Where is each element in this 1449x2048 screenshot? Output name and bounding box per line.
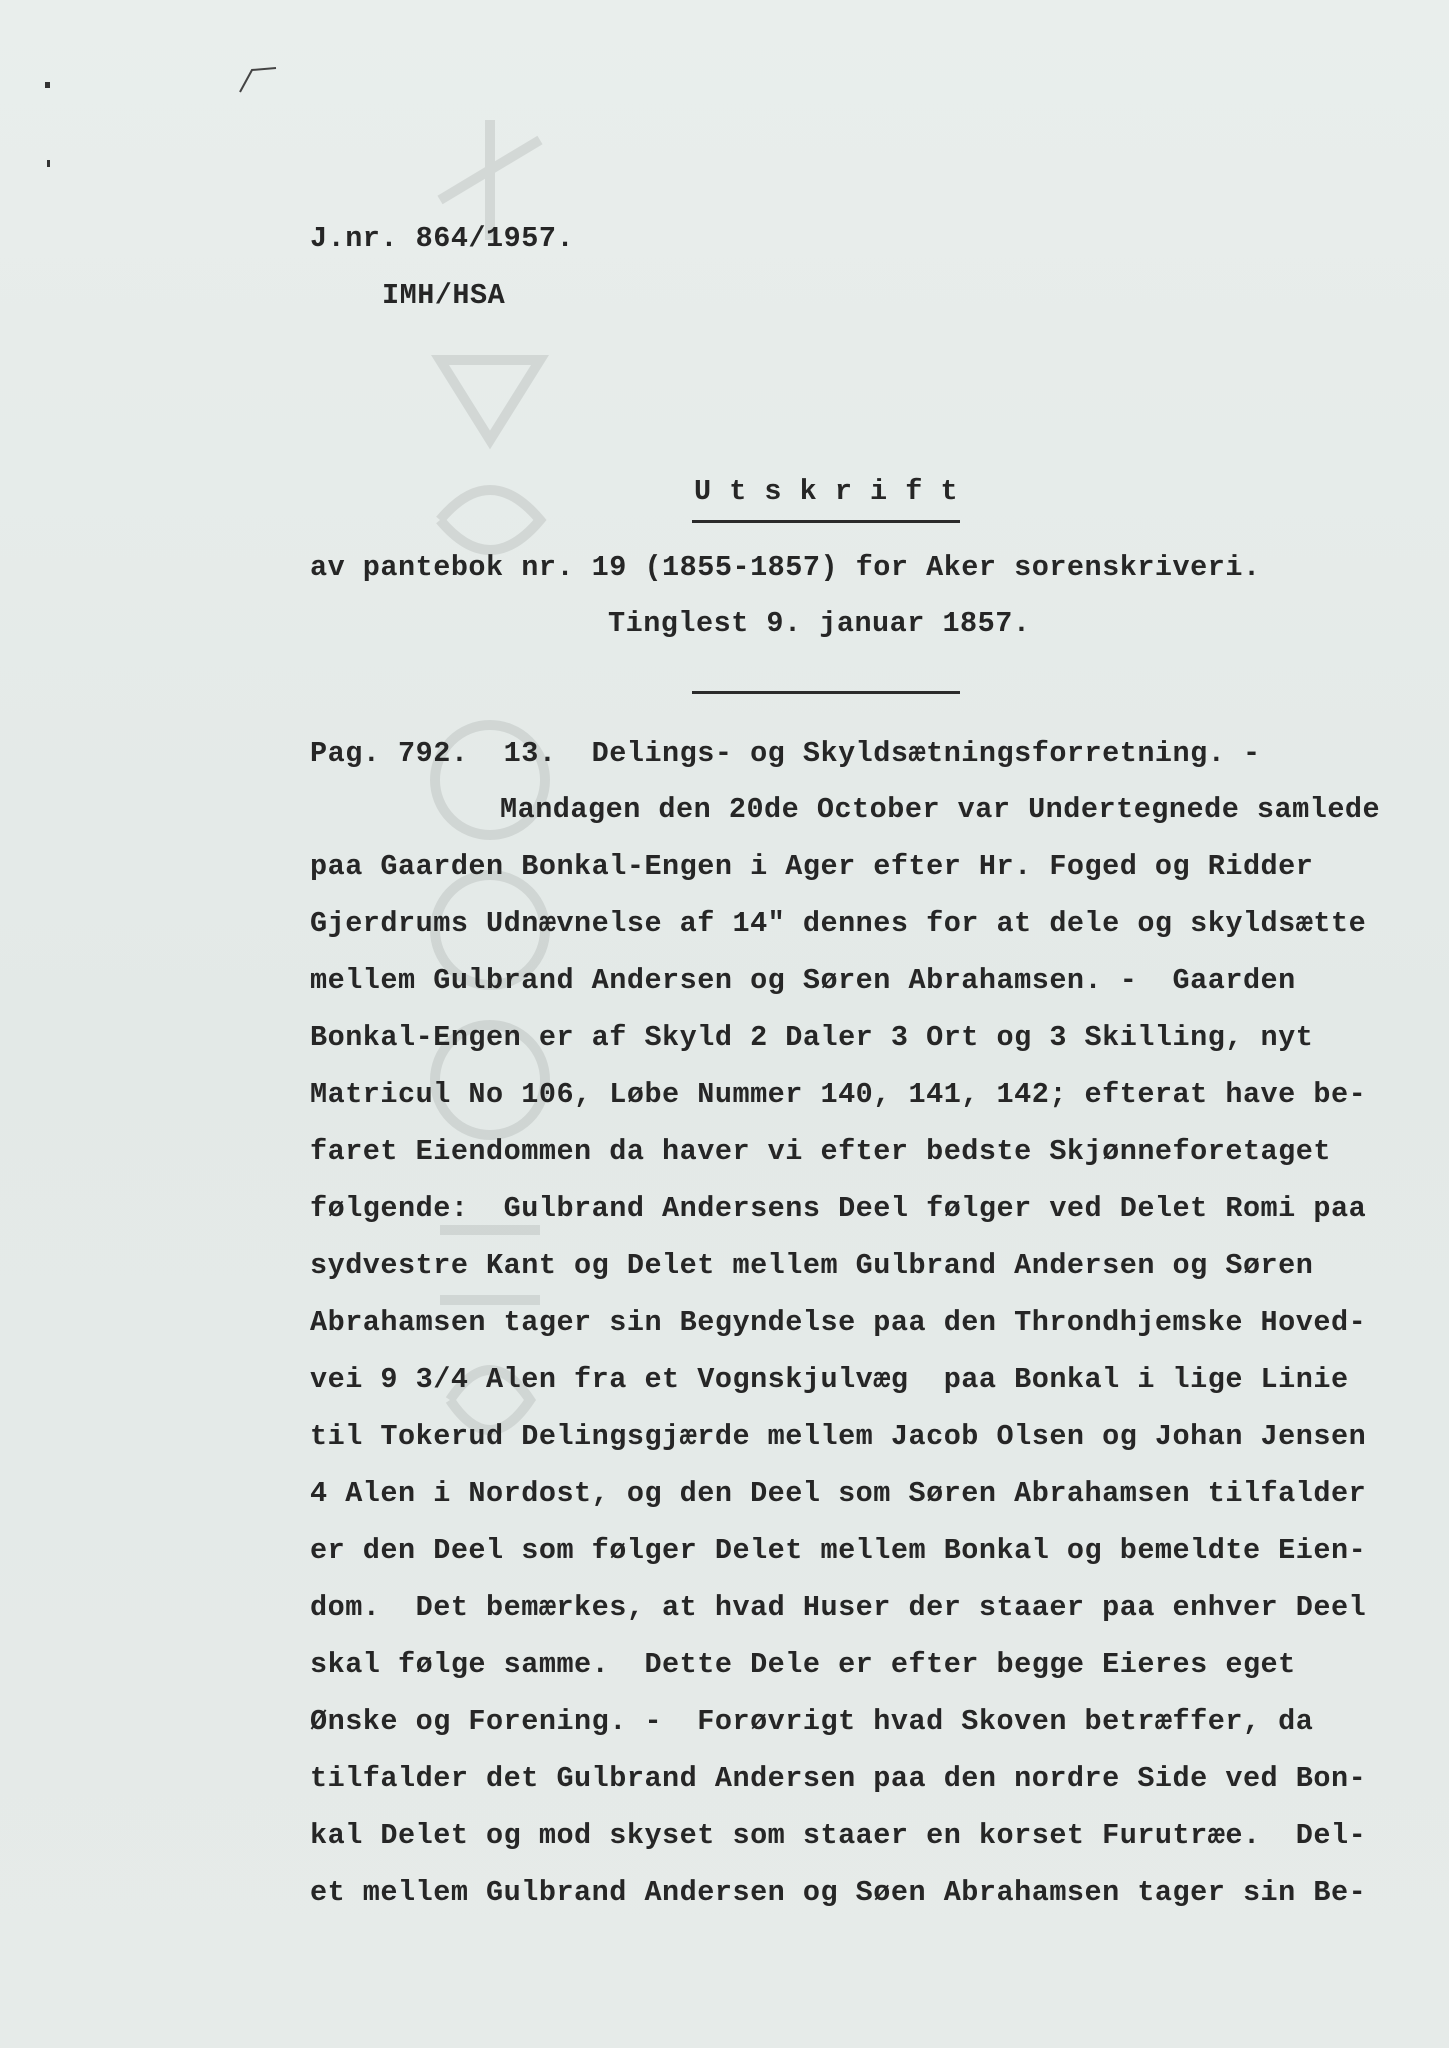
- pencil-mark-icon: [238, 66, 278, 94]
- body-line: dom. Det bemærkes, at hvad Huser der staaer paa enhver Deel: [310, 1591, 1367, 1624]
- body-line: vei 9 3/4 Alen fra et Vognskjulvæg paa Bonkal i lige Linie: [310, 1363, 1349, 1396]
- edge-mark: [47, 160, 50, 167]
- body-line: sydvestre Kant og Delet mellem Gulbrand Andersen og Søren: [310, 1249, 1314, 1282]
- body-line: Ønske og Forening. - Forøvrigt hvad Skoven betræffer, da: [310, 1705, 1314, 1738]
- body-line: faret Eiendommen da haver vi efter bedste Skjønneforetaget: [310, 1135, 1331, 1168]
- body-line: tilfalder det Gulbrand Andersen paa den nordre Side ved Bon-: [310, 1762, 1367, 1795]
- source-line: av pantebok nr. 19 (1855-1857) for Aker sorenskriveri.: [310, 551, 1261, 584]
- body-line: skal følge samme. Dette Dele er efter begge Eieres eget: [310, 1648, 1296, 1681]
- body-line: Bonkal-Engen er af Skyld 2 Daler 3 Ort og 3 Skilling, nyt: [310, 1021, 1314, 1054]
- body-line: paa Gaarden Bonkal-Engen i Ager efter Hr. Foged og Ridder: [310, 850, 1314, 883]
- initials: IMH/HSA: [382, 279, 506, 312]
- heading-underline: [692, 520, 960, 523]
- body-line: Mandagen den 20de October var Undertegnede samlede: [500, 793, 1381, 826]
- body-line: er den Deel som følger Delet mellem Bonkal og bemeldte Eien-: [310, 1534, 1367, 1567]
- body-line: kal Delet og mod skyset som staaer en korset Furutræe. Del-: [310, 1819, 1367, 1852]
- body-line: Pag. 792. 13. Delings- og Skyldsætningsforretning. -: [310, 737, 1261, 770]
- section-divider: [692, 691, 960, 694]
- body-line: 4 Alen i Nordost, og den Deel som Søren Abrahamsen tilfalder: [310, 1477, 1367, 1510]
- body-line: følgende: Gulbrand Andersens Deel følger ved Delet Romi paa: [310, 1192, 1367, 1225]
- body-line: Abrahamsen tager sin Begyndelse paa den Throndhjemske Hoved-: [310, 1306, 1367, 1339]
- journal-number: J.nr. 864/1957.: [310, 222, 575, 255]
- body-line: Gjerdrums Udnævnelse af 14" dennes for at dele og skyldsætte: [310, 907, 1367, 940]
- body-line: til Tokerud Delingsgjærde mellem Jacob Olsen og Johan Jensen: [310, 1420, 1367, 1453]
- body-line: Matricul No 106, Løbe Nummer 140, 141, 142; efterat have be-: [310, 1078, 1367, 1111]
- document-heading: U t s k r i f t: [694, 475, 959, 508]
- registered-line: Tinglest 9. januar 1857.: [608, 607, 1031, 640]
- body-line: et mellem Gulbrand Andersen og Søen Abrahamsen tager sin Be-: [310, 1876, 1367, 1909]
- edge-mark: [45, 82, 50, 88]
- body-line: mellem Gulbrand Andersen og Søren Abrahamsen. - Gaarden: [310, 964, 1296, 997]
